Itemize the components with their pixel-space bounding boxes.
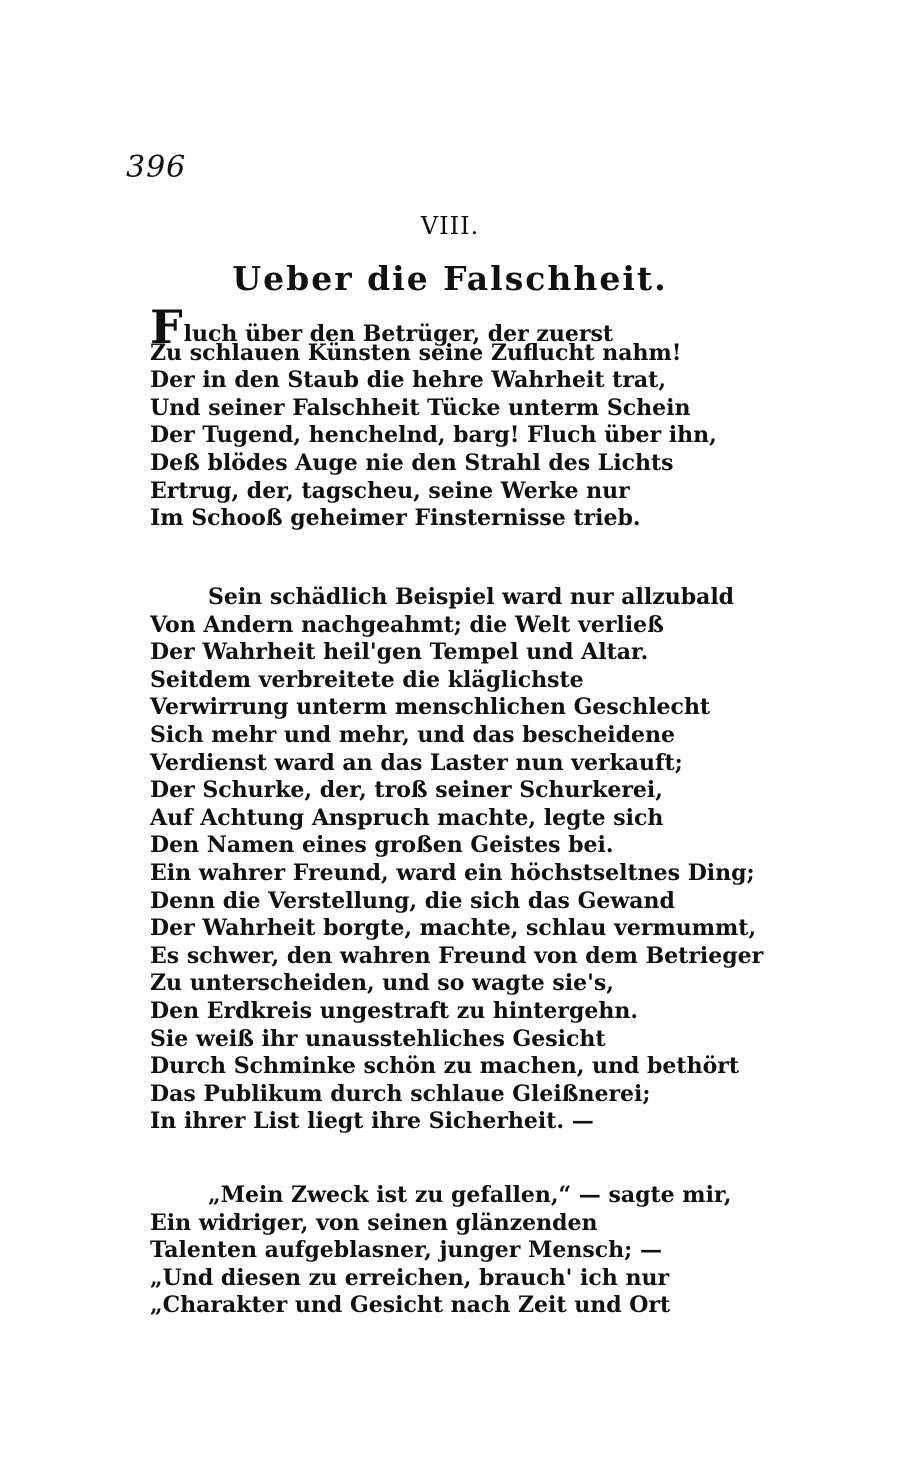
drop-cap: F bbox=[150, 300, 183, 354]
poem-line: Der Tugend, henchelnd, barg! Fluch über ihn, bbox=[150, 422, 717, 449]
poem-line: Von Andern nachgeahmt; die Welt verließ bbox=[150, 611, 664, 638]
poem-line: Es schwer, den wahren Freund von dem Betrieger bbox=[150, 942, 764, 969]
poem-line: Sein schädlich Beispiel ward nur allzubald bbox=[208, 584, 735, 610]
poem-line: Ertrug, der, tagscheu, seine Werke nur bbox=[150, 477, 630, 504]
poem-line: In ihrer List liegt ihre Sicherheit. — bbox=[150, 1108, 594, 1135]
section-title: Ueber die Falschheit. bbox=[232, 259, 668, 298]
poem-line: „Mein Zweck ist zu gefallen,“ — sagte mir, bbox=[208, 1182, 732, 1208]
poem-line: Das Publikum durch schlaue Gleißnerei; bbox=[150, 1080, 651, 1107]
poem-line: Deß blödes Auge nie den Strahl des Lichts bbox=[150, 449, 674, 476]
page-number: 396 bbox=[126, 150, 187, 185]
stanza-1 bbox=[150, 300, 750, 533]
poem-line: Verdienst ward an das Laster nun verkauft; bbox=[150, 749, 683, 776]
poem-line: Im Schooß geheimer Finsternisse trieb. bbox=[150, 505, 641, 532]
poem-line-rest: luch über den Betrüger, der zuerst bbox=[183, 321, 614, 347]
poem-line: Talenten aufgeblasner, junger Mensch; — bbox=[150, 1237, 662, 1264]
poem-line: „Charakter und Gesicht nach Zeit und Ort bbox=[150, 1292, 671, 1319]
poem-line: Seitdem verbreitete die kläglichste bbox=[150, 666, 584, 693]
poem-line: Durch Schminke schön zu machen, und bethört bbox=[150, 1053, 740, 1080]
poem-line: Sie weiß ihr unausstehliches Gesicht bbox=[150, 1025, 606, 1052]
poem-line: Zu unterscheiden, und so wagte sie's, bbox=[150, 970, 614, 997]
poem-line: Den Namen eines großen Geistes bei. bbox=[150, 832, 614, 859]
poem-line: Ein widriger, von seinen glänzenden bbox=[150, 1209, 598, 1236]
poem-line: Denn die Verstellung, die sich das Gewand bbox=[150, 887, 675, 914]
poem-line: Und seiner Falschheit Tücke unterm Schein bbox=[150, 394, 691, 421]
poem-line: Sich mehr und mehr, und das bescheidene bbox=[150, 721, 676, 748]
poem-line: Den Erdkreis ungestraft zu hintergehn. bbox=[150, 997, 639, 1024]
poem-line: Verwirrung unterm menschlichen Geschlecht bbox=[150, 694, 711, 721]
poem-line: Zu schlauen Künsten seine Zuflucht nahm! bbox=[150, 339, 682, 366]
poem-line: Der Wahrheit borgte, machte, schlau vermummt, bbox=[150, 915, 757, 942]
poem-line: „Und diesen zu erreichen, brauch' ich nur bbox=[150, 1264, 670, 1291]
poem-line: Ein wahrer Freund, ward ein höchstseltnes Ding; bbox=[150, 859, 755, 886]
stanza-3 bbox=[150, 1182, 750, 1320]
poem-line: Auf Achtung Anspruch machte, legte sich bbox=[150, 804, 664, 831]
section-number: VIII. bbox=[420, 212, 480, 240]
poem-line: Der Schurke, der, troß seiner Schurkerei, bbox=[150, 777, 663, 804]
poem-line: Der in den Staub die hehre Wahrheit trat, bbox=[150, 367, 666, 394]
poem-line: Der Wahrheit heil'gen Tempel und Altar. bbox=[150, 639, 649, 666]
stanza-2 bbox=[150, 584, 764, 1136]
